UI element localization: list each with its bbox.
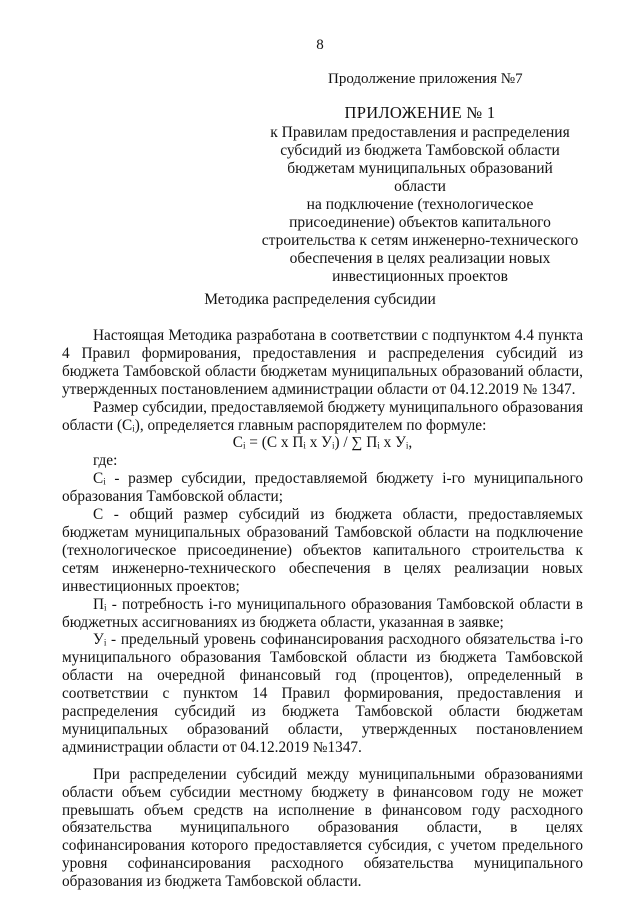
appendix-header: [260, 104, 580, 286]
where-label: где:: [93, 452, 118, 470]
appendix-line: к Правилам предоставления и распределения: [270, 124, 570, 141]
subsidy-formula: Сᵢ = (С х Пᵢ х Уᵢ) / ∑ Пᵢ х Уᵢ,: [232, 434, 413, 452]
definition-ui: Уᵢ - предельный уровень софинансирования расходного обязательства i-го муниципального образования Тамбовской области из бюджета Тамбовской области на очередной финансовый год (процентов), определенный в соответствии с пунктом 14 Правил формирования, предоставления и распределения субсидий из бюджета Тамбовской области бюджетам муниципальных образований области, утвержденных постановлением администрации области от 04.12.2019 №1347.: [62, 631, 583, 756]
appendix-line: строительства к сетям инженерно-технического: [261, 232, 579, 249]
definition-ci: Сᵢ - размер субсидии, предоставляемой бюджету i-го муниципального образования Тамбовской области;: [62, 470, 583, 506]
continuation-note: Продолжение приложения №7: [328, 71, 523, 87]
method-title: Методика распределения субсидии: [204, 291, 436, 308]
paragraph-distribution: При распределении субсидий между муниципальными образованиями области объем субсидии местному бюджету в финансовом году не может превышать объем средств на исполнение в финансовом году расходного обязательства муниципального образования области, в целях софинансирования которого предоставляется субсидия, с учетом предельного уровня софинансирования расходного обязательства муниципального образования из бюджета Тамбовской области.: [62, 765, 583, 891]
body-text: [62, 327, 583, 891]
appendix-title: ПРИЛОЖЕНИЕ № 1: [344, 103, 496, 122]
appendix-line: обеспечения в целях реализации новых: [289, 250, 551, 267]
page-number: 8: [316, 37, 324, 53]
definition-pi: Пᵢ - потребность i-го муниципального образования Тамбовской области в бюджетных ассигнованиях из бюджета области, указанная в заявке;: [62, 595, 583, 631]
appendix-line: субсидий из бюджета Тамбовской области: [280, 142, 560, 159]
paragraph-intro: Настоящая Методика разработана в соответствии с подпунктом 4.4 пункта 4 Правил формирования, предоставления и распределения субсидий из бюджета Тамбовской области бюджетам муниципальных образований области, утвержденных постановлением администрации области от 04.12.2019 № 1347.: [62, 327, 583, 398]
definition-c: С - общий размер субсидий из бюджета области, предоставляемых бюджетам муниципальных образований Тамбовской области на подключение (технологическое присоединение) объектов капитального строительства к сетям инженерно-технического обеспечения в целях реализации новых инвестиционных проектов;: [62, 506, 583, 595]
appendix-line: присоединение) объектов капитального: [289, 214, 551, 231]
appendix-line: на подключение (технологическое: [306, 196, 534, 213]
paragraph-subsidy-size: Размер субсидии, предоставляемой бюджету муниципального образования области (Сᵢ), определяется главным распорядителем по формуле:: [62, 398, 583, 434]
appendix-line: бюджетам муниципальных образований области: [287, 160, 553, 195]
appendix-line: инвестиционных проектов: [332, 268, 508, 285]
